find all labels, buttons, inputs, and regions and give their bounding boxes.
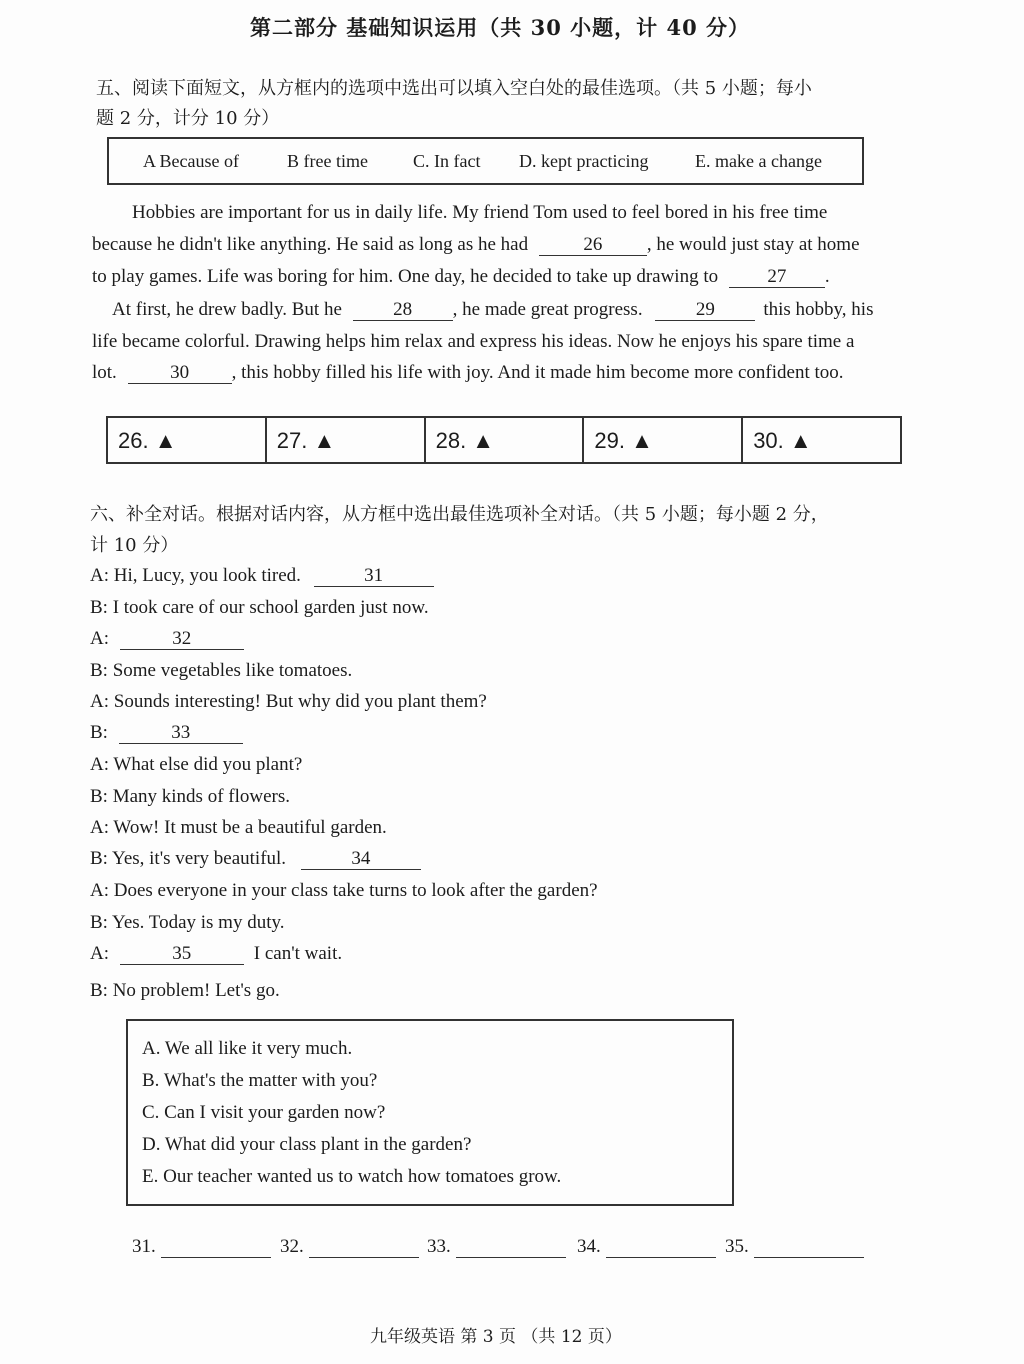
choice-a: A. We all like it very much. bbox=[142, 1038, 353, 1059]
dialogue-line: B: Yes. Today is my duty. bbox=[90, 912, 285, 933]
passage-line: because he didn't like anything. He said as long as he had 26 , he would just stay at home bbox=[92, 234, 860, 255]
answer-grid bbox=[106, 416, 902, 464]
answer-blank-34[interactable]: 34. bbox=[577, 1236, 716, 1258]
dialogue-line: B: Some vegetables like tomatoes. bbox=[90, 660, 353, 681]
passage-line: lot. 30 , this hobby filled his life with joy. And it made him become more confident too. bbox=[92, 362, 844, 383]
answer-cell-27[interactable]: 27. ▲ bbox=[267, 418, 426, 462]
blank-28[interactable]: 28 bbox=[353, 300, 453, 321]
section-title: 第二部分 基础知识运用（共 30 小题，计 40 分） bbox=[249, 15, 750, 40]
dialogue-line: B: Yes, it's very beautiful. 34 bbox=[90, 848, 421, 870]
part5-instruction-cont: 题 2 分，计分 10 分） bbox=[96, 108, 280, 129]
part6-instruction-cont: 计 10 分） bbox=[90, 535, 179, 556]
answer-cell-28[interactable]: 28. ▲ bbox=[426, 418, 585, 462]
passage-line: life became colorful. Drawing helps him relax and express his ideas. Now he enjoys his spare time a bbox=[92, 331, 855, 352]
blank-29[interactable]: 29 bbox=[655, 300, 755, 321]
dialogue-line: A: 35 I can't wait. bbox=[90, 943, 343, 964]
blank-30[interactable]: 30 bbox=[128, 363, 232, 384]
blank-35[interactable]: 35 bbox=[120, 944, 244, 965]
option-box bbox=[107, 137, 864, 185]
dialogue-line: B: Many kinds of flowers. bbox=[90, 786, 291, 807]
dialogue-line: A: What else did you plant? bbox=[90, 754, 303, 775]
choice-b: B. What's the matter with you? bbox=[142, 1070, 378, 1091]
blank-31[interactable]: 31 bbox=[314, 566, 434, 587]
blank-26[interactable]: 26 bbox=[539, 235, 647, 256]
choice-c: C. Can I visit your garden now? bbox=[142, 1102, 386, 1123]
answer-blank-31[interactable]: 31. bbox=[132, 1236, 271, 1258]
answer-blank-35[interactable]: 35. bbox=[725, 1236, 864, 1258]
passage-line: to play games. Life was boring for him. One day, he decided to take up drawing to 27 . bbox=[92, 266, 830, 287]
option-d: D. kept practicing bbox=[519, 151, 649, 171]
choice-e: E. Our teacher wanted us to watch how tomatoes grow. bbox=[142, 1166, 562, 1187]
page-footer: 九年级英语 第 3 页 （共 12 页） bbox=[370, 1327, 622, 1347]
dialogue-line: A: Sounds interesting! But why did you plant them? bbox=[90, 691, 487, 712]
blank-34[interactable]: 34 bbox=[301, 849, 421, 870]
blank-27[interactable]: 27 bbox=[729, 267, 825, 288]
passage-line: Hobbies are important for us in daily life. My friend Tom used to feel bored in his free time bbox=[132, 202, 828, 223]
dialogue-line: A: Hi, Lucy, you look tired. 31 bbox=[90, 565, 434, 587]
option-e: E. make a change bbox=[695, 151, 822, 171]
answer-cell-30[interactable]: 30. ▲ bbox=[753, 428, 812, 453]
answer-cell-26[interactable]: 26. ▲ bbox=[108, 418, 267, 462]
option-c: C. In fact bbox=[413, 151, 481, 171]
part6-instruction: 六、补全对话。根据对话内容，从方框中选出最佳选项补全对话。（共 5 小题；每小题 2 分， bbox=[90, 504, 829, 525]
option-a: A Because of bbox=[143, 151, 239, 171]
dialogue-line: A: 32 bbox=[90, 628, 244, 650]
dialogue-line: A: Does everyone in your class take turns to look after the garden? bbox=[90, 880, 598, 901]
part5-instruction: 五、阅读下面短文，从方框内的选项中选出可以填入空白处的最佳选项。（共 5 小题；每小 bbox=[96, 78, 812, 99]
option-b: B free time bbox=[287, 151, 368, 171]
blank-33[interactable]: 33 bbox=[119, 723, 243, 744]
choice-d: D. What did your class plant in the garden? bbox=[142, 1134, 472, 1155]
answer-blank-32[interactable]: 32. bbox=[280, 1236, 419, 1258]
answer-blank-33[interactable]: 33. bbox=[427, 1236, 566, 1258]
answer-cell-29[interactable]: 29. ▲ bbox=[584, 418, 743, 462]
passage-line: At first, he drew badly. But he 28 , he made great progress. 29 this hobby, his bbox=[112, 299, 874, 320]
dialogue-line: A: Wow! It must be a beautiful garden. bbox=[90, 817, 387, 838]
blank-32[interactable]: 32 bbox=[120, 629, 244, 650]
dialogue-line: B: I took care of our school garden just now. bbox=[90, 597, 429, 618]
choice-box bbox=[126, 1019, 734, 1206]
dialogue-line: B: 33 bbox=[90, 722, 243, 744]
dialogue-line: B: No problem! Let's go. bbox=[90, 980, 280, 1001]
